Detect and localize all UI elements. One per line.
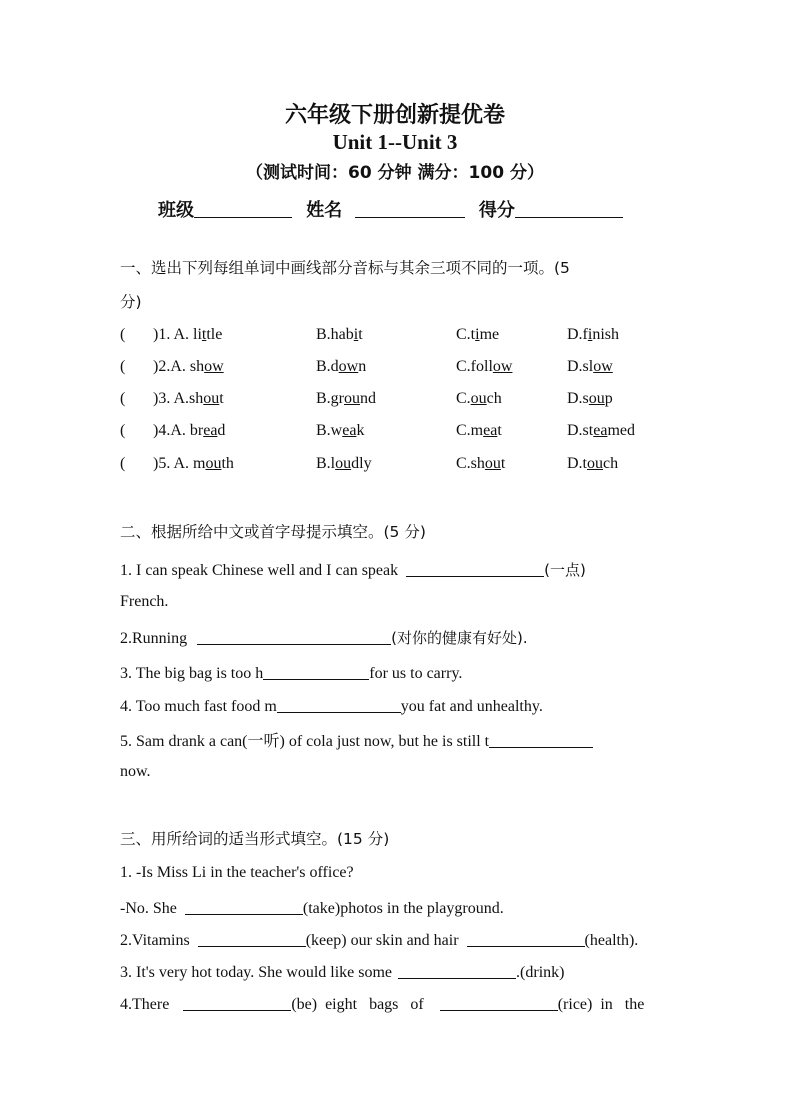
s1-option-d: D.steamed [567,422,635,439]
s3-q4-text-end: (rice) in the [557,996,645,1013]
student-info-line [158,196,623,222]
s2-q5-blank[interactable] [489,729,593,748]
underlined-letters: ow [338,358,359,375]
underlined-letters: ea [342,422,357,439]
s3-question-2 [120,928,638,950]
s1-option-d: D.slow [567,358,613,375]
underlined-letters: ow [204,358,224,375]
s1-option-b: B.weak [316,422,365,439]
s3-q3-text-end: .(drink) [516,964,565,981]
underlined-letters: t [201,326,207,343]
s3-question-1: 1. -Is Miss Li in the teacher's office? [120,864,354,881]
s1-question-row [120,390,680,414]
s1-answer-paren[interactable]: ( [120,326,126,343]
s1-option-b: B.loudly [316,455,372,472]
s3-question-4 [120,992,644,1014]
s2-question-3 [120,661,462,683]
s1-option-c: C.meat [456,422,502,439]
s3-question-1-answer [120,896,504,918]
s2-q2-text: 2.Running [120,630,188,647]
underlined-letters: ea [483,422,498,439]
s1-option-d: D.soup [567,390,613,407]
section3-heading: 三、用所给词的适当形式填空。(15 分) [120,830,390,848]
s1-answer-paren[interactable]: ( [120,358,126,375]
s1-option-a: )5. A. mouth [153,455,234,472]
section2-heading: 二、根据所给中文或首字母提示填空。(5 分) [120,523,426,541]
s2-q5-cont: now. [120,763,151,780]
s2-q2-blank[interactable] [197,626,391,645]
underlined-letters: ou [203,390,220,407]
section1-heading-cont: 分) [120,293,142,311]
s1-answer-paren[interactable]: ( [120,422,126,439]
s1-option-a: )3. A.shout [153,390,224,407]
s1-option-c: C.time [456,326,500,343]
s2-q3-text-end: for us to carry. [369,665,463,682]
s1-option-a: )2.A. show [153,358,224,375]
underlined-letters: i [353,326,359,343]
s2-q4-text-end: you fat and unhealthy. [400,698,543,715]
s3-q2-blank-2[interactable] [467,928,585,947]
s3-q1-text: -No. She [120,900,177,917]
underlined-letters: ou [344,390,360,407]
s1-question-row [120,358,680,382]
s3-question-3 [120,960,564,982]
underlined-letters: ou [470,390,487,407]
s2-q3-blank[interactable] [263,661,369,680]
s2-q2-hint: (对你的健康有好处). [391,629,528,647]
s2-q4-blank[interactable] [277,694,401,713]
underlined-letters: ou [588,390,605,407]
s1-option-a: )4.A. bread [153,422,226,439]
s1-question-row [120,422,680,446]
name-label: 姓名 [306,200,343,221]
s1-option-c: C.follow [456,358,513,375]
exam-title: 六年级下册创新提优卷 [284,103,505,128]
s1-option-b: B.down [316,358,367,375]
s1-option-d: D.finish [567,326,620,343]
underlined-letters: ow [593,358,613,375]
s2-q3-text: 3. The big bag is too h [120,665,264,682]
class-label: 班级 [158,200,194,221]
s1-option-b: B.habit [316,326,363,343]
underlined-letters: ou [484,455,501,472]
underlined-letters: ou [205,455,222,472]
exam-subtitle: Unit 1--Unit 3 [332,130,458,154]
underlined-letters: ou [587,455,603,472]
s1-question-row [120,326,680,350]
s2-q1-cont: French. [120,593,169,610]
s3-q4-text: 4.There [120,996,170,1013]
class-blank[interactable] [194,199,292,218]
section1-heading: 一、选出下列每组单词中画线部分音标与其余三项不同的一项。(5 [120,259,570,277]
s2-q1-hint: (一点) [544,561,586,579]
s1-option-d: D.touch [567,455,619,472]
underlined-letters: i [475,326,480,343]
s1-answer-paren[interactable]: ( [120,455,126,472]
s3-q1-text-end: (take)photos in the playground. [302,900,504,917]
s3-q2-text-mid: (keep) our skin and hair [305,932,459,949]
s1-option-b: B.ground [316,390,376,407]
s3-q4-blank-2[interactable] [440,992,558,1011]
s2-question-5 [120,728,593,751]
underlined-letters: ea [203,422,218,439]
s2-question-4 [120,694,543,716]
score-label: 得分 [478,200,515,221]
s1-option-a: )1. A. little [153,326,223,343]
s3-q2-text: 2.Vitamins [120,932,190,949]
underlined-letters: i [587,326,593,343]
underlined-letters: ea [593,422,608,439]
s2-question-1 [120,558,678,580]
name-blank[interactable] [355,199,465,218]
underlined-letters: ow [492,358,513,375]
s3-q3-blank[interactable] [398,960,516,979]
s3-q4-text-mid: (be) eight bags of [291,996,424,1013]
s2-q4-text: 4. Too much fast food m [120,698,277,715]
s1-option-c: C.shout [456,455,506,472]
score-blank[interactable] [515,199,623,218]
s3-q1-blank[interactable] [185,896,303,915]
s1-question-row [120,455,680,479]
s3-q2-blank-1[interactable] [198,928,306,947]
s3-q2-text-end: (health). [584,932,639,949]
s3-q4-blank-1[interactable] [183,992,291,1011]
underlined-letters: ou [335,455,352,472]
s2-question-2 [120,626,528,648]
s2-q1-blank[interactable] [406,558,544,577]
exam-info: （测试时间：60 分钟 满分：100 分） [246,163,544,183]
s1-option-c: C.ouch [456,390,502,407]
s2-q5-text: 5. Sam drank a can(一听) of cola just now, but he is still t [120,733,490,750]
s2-q1-text: 1. I can speak Chinese well and I can speak [120,562,399,579]
s1-answer-paren[interactable]: ( [120,390,126,407]
s3-q3-text: 3. It's very hot today. She would like some [120,964,393,981]
